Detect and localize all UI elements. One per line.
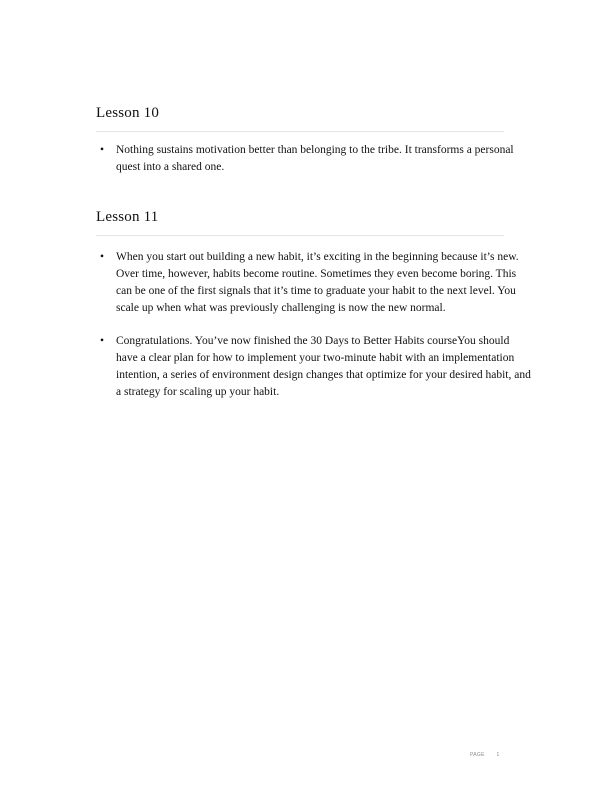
list-item-text: Nothing sustains motivation better than belonging to the tribe. It transforms a personal quest into a shared one. xyxy=(116,144,514,173)
page-footer xyxy=(470,752,500,758)
bullet-icon: • xyxy=(100,335,105,347)
list-item xyxy=(100,333,532,401)
section-heading: Lesson 10 xyxy=(96,105,160,121)
list-item-text: When you start out building a new habit, it’s exciting in the beginning because it’s new. Over time, however, habits become routine. Sometimes they even become boring. This can be one of the first signals that it’s time to graduate your habit to the next level. You scale up when what was previously challenging is now the new normal. xyxy=(116,251,519,314)
page-label: PAGE xyxy=(470,752,485,758)
bullet-list xyxy=(100,142,532,176)
bullet-icon: • xyxy=(100,251,105,263)
bullet-icon: • xyxy=(100,144,105,156)
list-item xyxy=(100,249,532,317)
section-heading: Lesson 11 xyxy=(96,209,159,225)
section-lesson-11 xyxy=(96,208,531,417)
bullet-list xyxy=(100,249,532,401)
section-lesson-10 xyxy=(96,104,514,192)
list-item-text: Congratulations. You’ve now finished the 30 Days to Better Habits courseYou should have a clear plan for how to implement your two-minute habit with an implementation intention, a series of environment design changes that optimize for your desired habit, and a strategy for scaling up your habit. xyxy=(116,335,531,398)
section-divider xyxy=(96,131,504,132)
page-number: 1 xyxy=(496,752,500,758)
list-item xyxy=(100,142,532,176)
section-divider xyxy=(96,235,504,236)
